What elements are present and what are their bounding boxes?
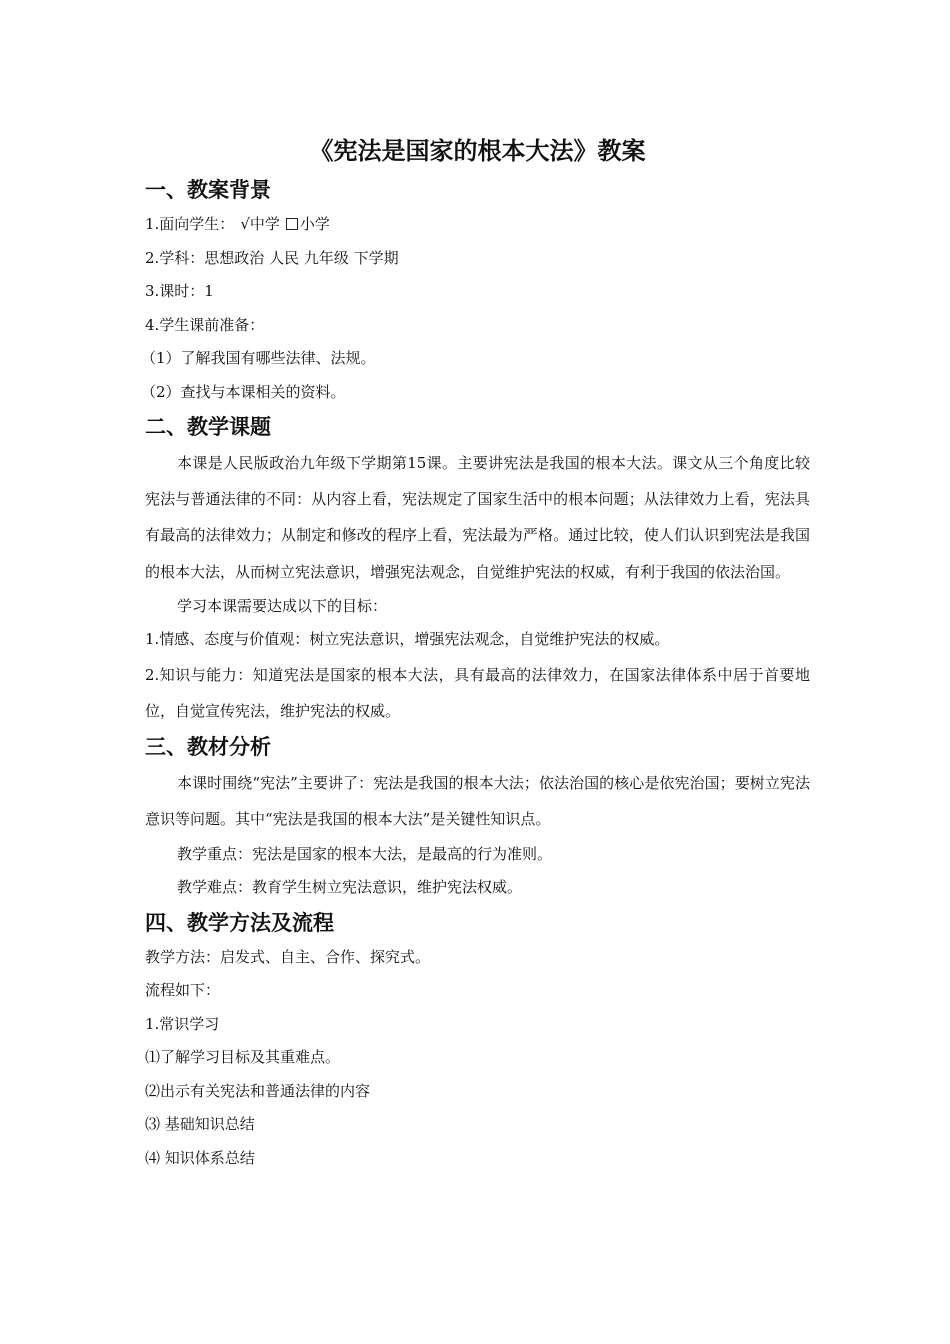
flow-subitem-3: ⑶ 基础知识总结 <box>145 1115 255 1134</box>
goal-item-2: 2.知识与能力：知道宪法是国家的根本大法，具有最高的法律效力，在国家法律体系中居于首要地位，自觉宣传宪法，维护宪法的权威。 <box>145 665 810 721</box>
audience-label: 1.面向学生： <box>145 215 235 233</box>
prep-item-2: （2）查找与本课相关的资料。 <box>141 382 346 401</box>
goal-item-1: 1.情感、态度与价值观：树立宪法意识，增强宪法观念，自觉维护宪法的权威。 <box>145 630 670 649</box>
section-heading-method: 四、教学方法及流程 <box>145 910 334 935</box>
hours-line: 3.课时：1 <box>145 282 214 300</box>
audience-line <box>145 208 810 242</box>
difficulty-point: 教学难点：教育学生树立宪法意识，维护宪法权威。 <box>177 878 523 897</box>
flow-item-1: 1.常识学习 <box>145 1014 220 1033</box>
flow-subitem-2: ⑵出示有关宪法和普通法律的内容 <box>145 1081 371 1100</box>
section-heading-topic: 二、教学课题 <box>145 415 271 439</box>
subject-line: 2.学科：思想政治 人民 九年级 下学期 <box>145 248 399 267</box>
audience-primary-school: 小学 <box>299 215 330 233</box>
goals-intro: 学习本课需要达成以下的目标： <box>177 596 388 615</box>
section-heading-background: 一、教案背景 <box>145 178 271 202</box>
section-heading-analysis: 三、教材分析 <box>145 735 271 760</box>
audience-middle-school: √中学 <box>240 215 280 233</box>
document-body <box>141 130 810 1175</box>
prep-item-1: （1）了解我国有哪些法律、法规。 <box>141 349 376 367</box>
topic-paragraph: 本课是人民版政治九年级下学期第15课。主要讲宪法是我国的根本大法。课文从三个角度比较宪法与普通法律的不同：从内容上看，宪法规定了国家生活中的根本问题；从法律效力上看，宪法具有最高的法律效力；从制定和修改的程序上看，宪法最为严格。通过比较，使人们认识到宪法是我国的根本大法，从而树立宪法意识，增强宪法观念，自觉维护宪法的权威，有利于我国的依法治国。 <box>145 454 810 581</box>
flow-subitem-4: ⑷ 知识体系总结 <box>145 1148 255 1167</box>
checkbox-icon <box>286 218 298 230</box>
analysis-paragraph: 本课时围绕“宪法”主要讲了：宪法是我国的根本大法；依法治国的核心是依宪治国；要树立宪法意识等问题。其中“宪法是我国的根本大法”是关键性知识点。 <box>145 774 810 829</box>
document-title: 《宪法是国家的根本大法》教案 <box>309 136 646 165</box>
flow-intro: 流程如下： <box>145 981 221 1000</box>
flow-subitem-1: ⑴了解学习目标及其重难点。 <box>145 1048 341 1067</box>
method-line: 教学方法：启发式、自主、合作、探究式。 <box>145 947 431 966</box>
prep-title: 4.学生课前准备： <box>145 315 265 334</box>
key-point: 教学重点：宪法是国家的根本大法，是最高的行为准则。 <box>177 844 553 863</box>
